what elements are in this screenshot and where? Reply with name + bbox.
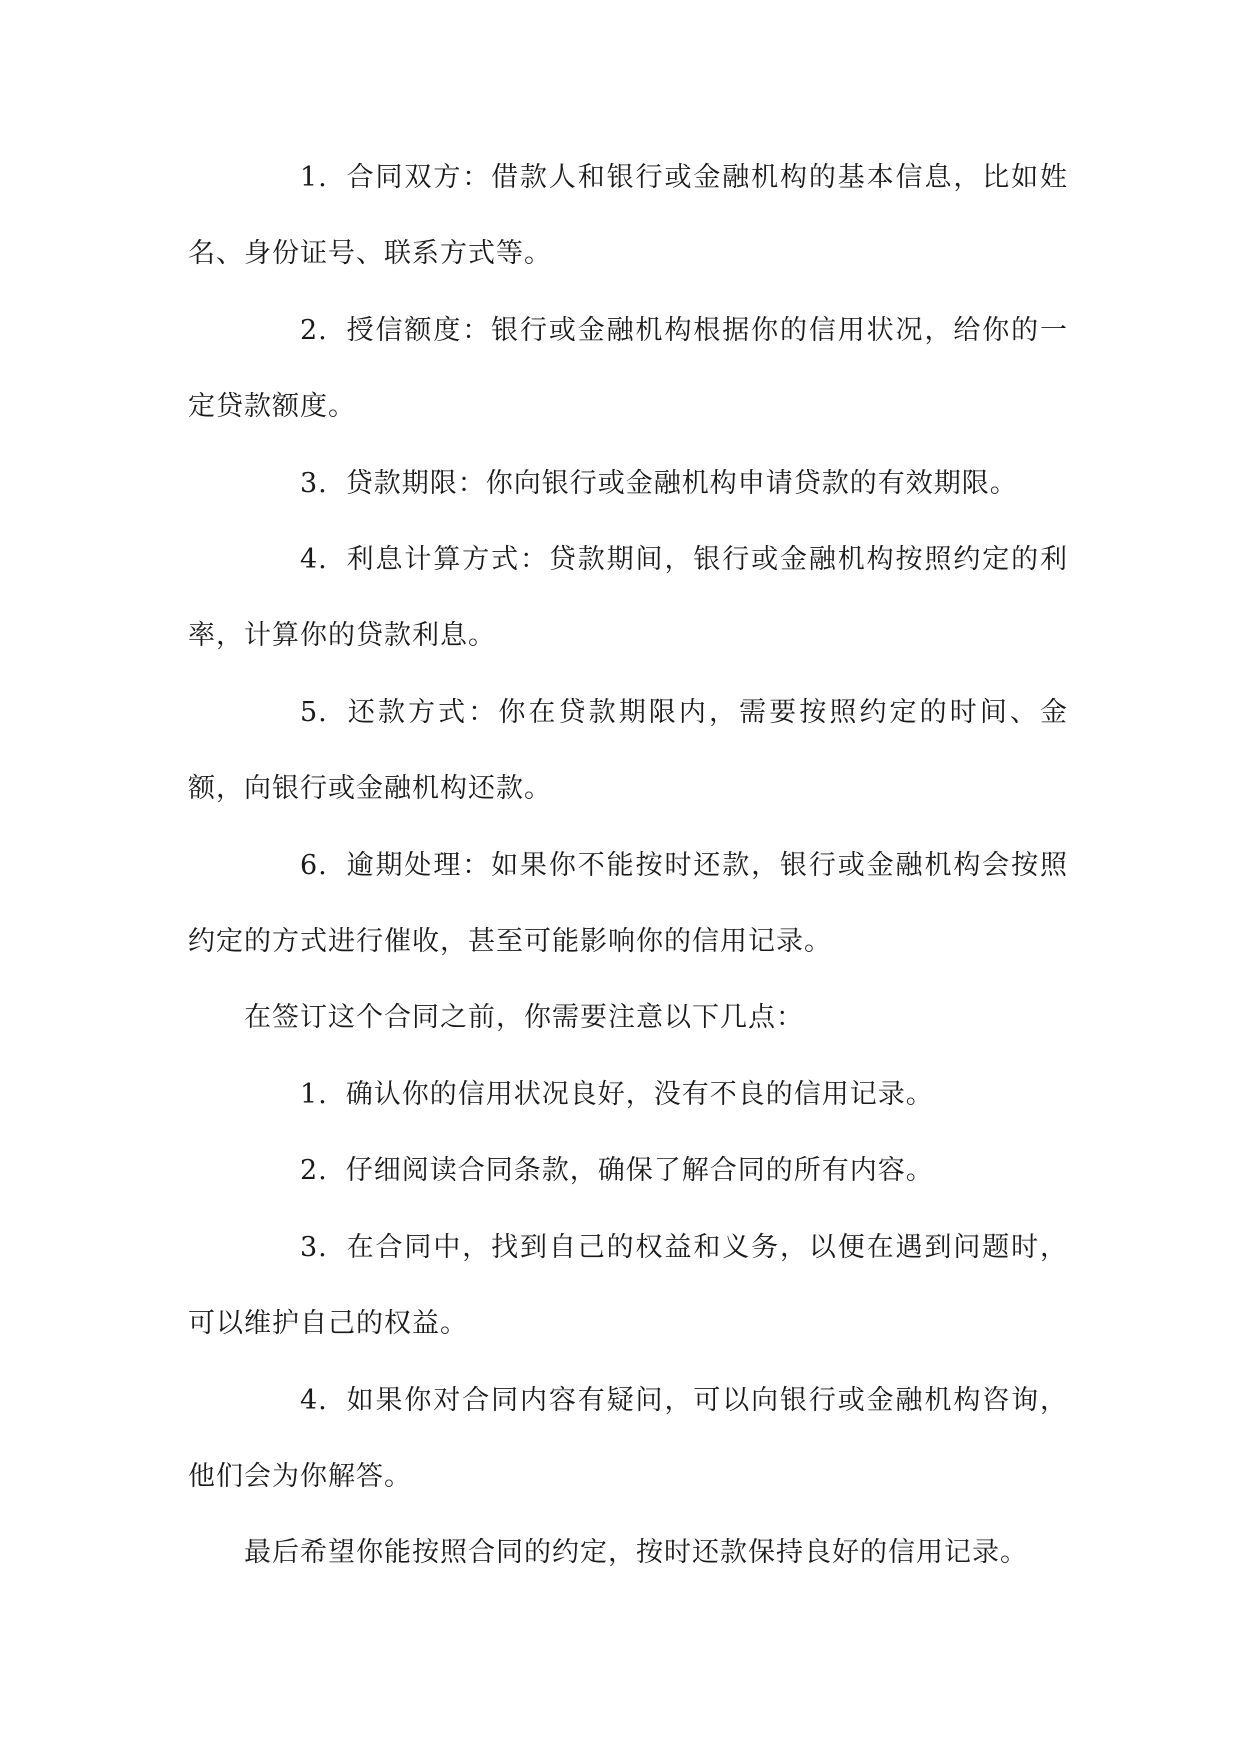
paragraph-credit-limit — [188, 293, 1068, 446]
paragraph-text: 合同双方：借款人和银行或金融机构的基本信息，比如姓名、身份证号、联系方式等。 — [188, 162, 1068, 270]
list-number: 6. — [300, 849, 328, 881]
list-number: 4. — [300, 1384, 328, 1416]
paragraph-notes-intro — [188, 980, 1068, 1056]
paragraph-text: 贷款期限：你向银行或金融机构申请贷款的有效期限。 — [345, 467, 1018, 499]
document-page — [188, 140, 1068, 1592]
paragraph-note-credit-status — [188, 1057, 1068, 1133]
list-number: 5. — [300, 696, 328, 728]
list-number: 4. — [300, 544, 328, 576]
paragraph-text: 如果你对合同内容有疑问，可以向银行或金融机构咨询，他们会为你解答。 — [188, 1384, 1068, 1492]
paragraph-repayment-method — [188, 675, 1068, 828]
paragraph-text: 仔细阅读合同条款，确保了解合同的所有内容。 — [345, 1155, 934, 1187]
paragraph-text: 授信额度：银行或金融机构根据你的信用状况，给你的一定贷款额度。 — [188, 314, 1068, 423]
list-number: 3. — [300, 1231, 328, 1263]
list-number: 2. — [300, 314, 328, 346]
paragraph-text: 还款方式：你在贷款期限内，需要按照约定的时间、金额，向银行或金融机构还款。 — [188, 696, 1068, 805]
paragraph-text: 在合同中，找到自己的权益和义务，以便在遇到问题时，可以维护自己的权益。 — [188, 1231, 1068, 1340]
list-number: 3. — [300, 467, 328, 499]
paragraph-loan-term — [188, 446, 1068, 522]
paragraph-text: 最后希望你能按照合同的约定，按时还款保持良好的信用记录。 — [244, 1537, 1028, 1569]
paragraph-text: 利息计算方式：贷款期间，银行或金融机构按照约定的利率，计算你的贷款利息。 — [188, 544, 1068, 652]
paragraph-interest-calculation — [188, 522, 1068, 675]
paragraph-note-read-terms — [188, 1133, 1068, 1209]
paragraph-note-rights-obligations — [188, 1210, 1068, 1363]
paragraph-overdue-handling — [188, 828, 1068, 981]
list-number: 1. — [300, 162, 328, 193]
paragraph-text: 确认你的信用状况良好，没有不良的信用记录。 — [345, 1078, 934, 1110]
paragraph-closing — [188, 1515, 1068, 1591]
paragraph-text: 逾期处理：如果你不能按时还款，银行或金融机构会按照约定的方式进行催收，甚至可能影响你的信用记录。 — [188, 849, 1068, 958]
paragraph-text: 在签订这个合同之前，你需要注意以下几点： — [244, 1002, 804, 1034]
paragraph-contract-parties — [188, 140, 1068, 293]
list-number: 2. — [300, 1155, 328, 1187]
paragraph-note-consult — [188, 1363, 1068, 1516]
list-number: 1. — [300, 1078, 328, 1110]
